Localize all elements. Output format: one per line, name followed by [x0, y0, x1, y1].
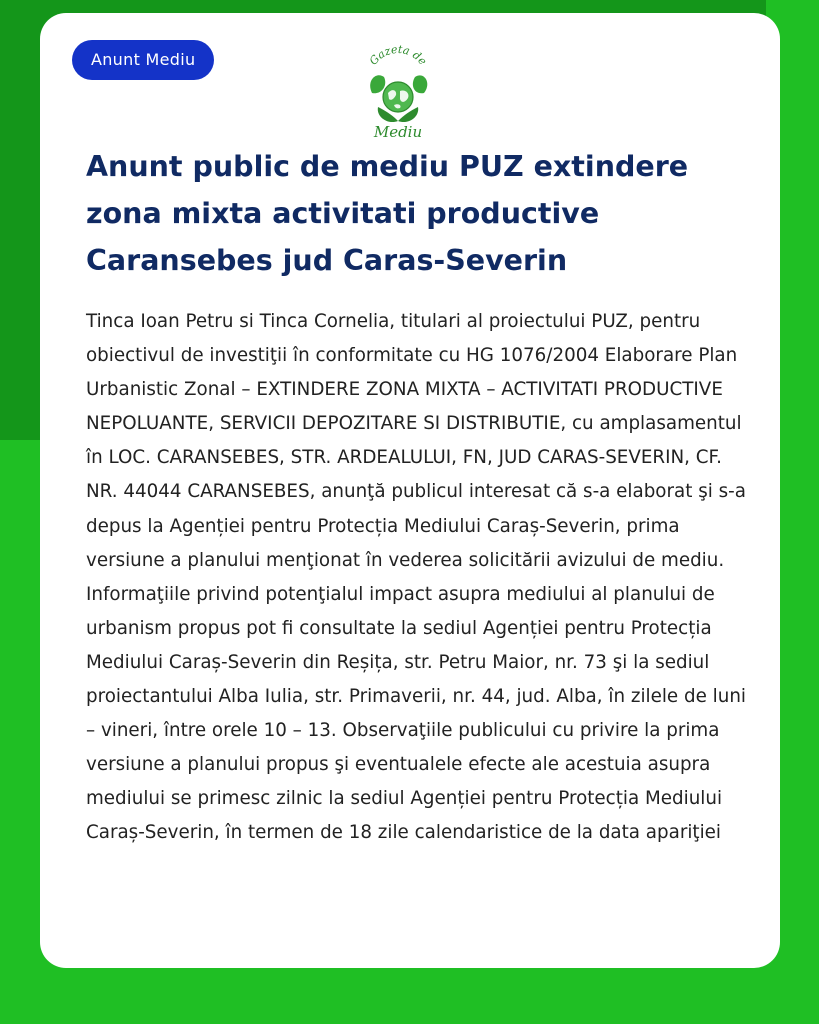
- logo-text-bottom: Mediu: [373, 123, 423, 141]
- announcement-card: [40, 13, 780, 968]
- article-title: Anunt public de mediu PUZ extindere zona mixta activitati productive Caransebes jud Caras-Severin: [86, 150, 689, 277]
- article-body: Tinca Ioan Petru si Tinca Cornelia, titulari al proiectului PUZ, pentru obiectivul de investiţii în conformitate cu HG 1076/2004 Elaborare Plan Urbanistic Zonal – EXTINDERE ZONA MIXTA – ACTIVITATI PRODUCTIVE NEPOLUANTE, SERVICII DEPOZITARE SI DISTRIBUTIE, cu amplasamentul în LOC. CARANSEBES, STR. ARDEALULUI, FN, JUD CARAS-SEVERIN, CF. NR. 44044 CARANSEBES, anunţă publicul interesat că s-a elaborat şi s-a depus la Agenției pentru Protecția Mediului Caraș-Severin, prima versiune a planului menţionat în vederea solicitării avizului de mediu. Informaţiile privind potenţialul impact asupra mediului al planului de urbanism propus pot fi consultate la sediul Agenției pentru Protecția Mediului Caraș-Severin din Reșița, str. Petru Maior, nr. 73 şi la sediul proiectantului Alba Iulia, str. Primaverii, nr. 44, jud. Alba, în zilele de luni – vineri, între orele 10 – 13. Observaţiile publicului cu privire la prima versiune a planului propus şi eventualele efecte ale acestuia asupra mediului se primesc zilnic la sediul Agenției pentru Protecția Mediului Caraș-Severin, în termen de 18 zile calendaristice de la data apariţiei: [86, 311, 746, 844]
- logo-text-top: Gazeta de: [366, 42, 430, 68]
- gazeta-de-mediu-logo: [358, 41, 438, 141]
- category-badge[interactable]: Anunt Mediu: [72, 40, 214, 80]
- globe-leaves-logo-icon: [358, 41, 438, 141]
